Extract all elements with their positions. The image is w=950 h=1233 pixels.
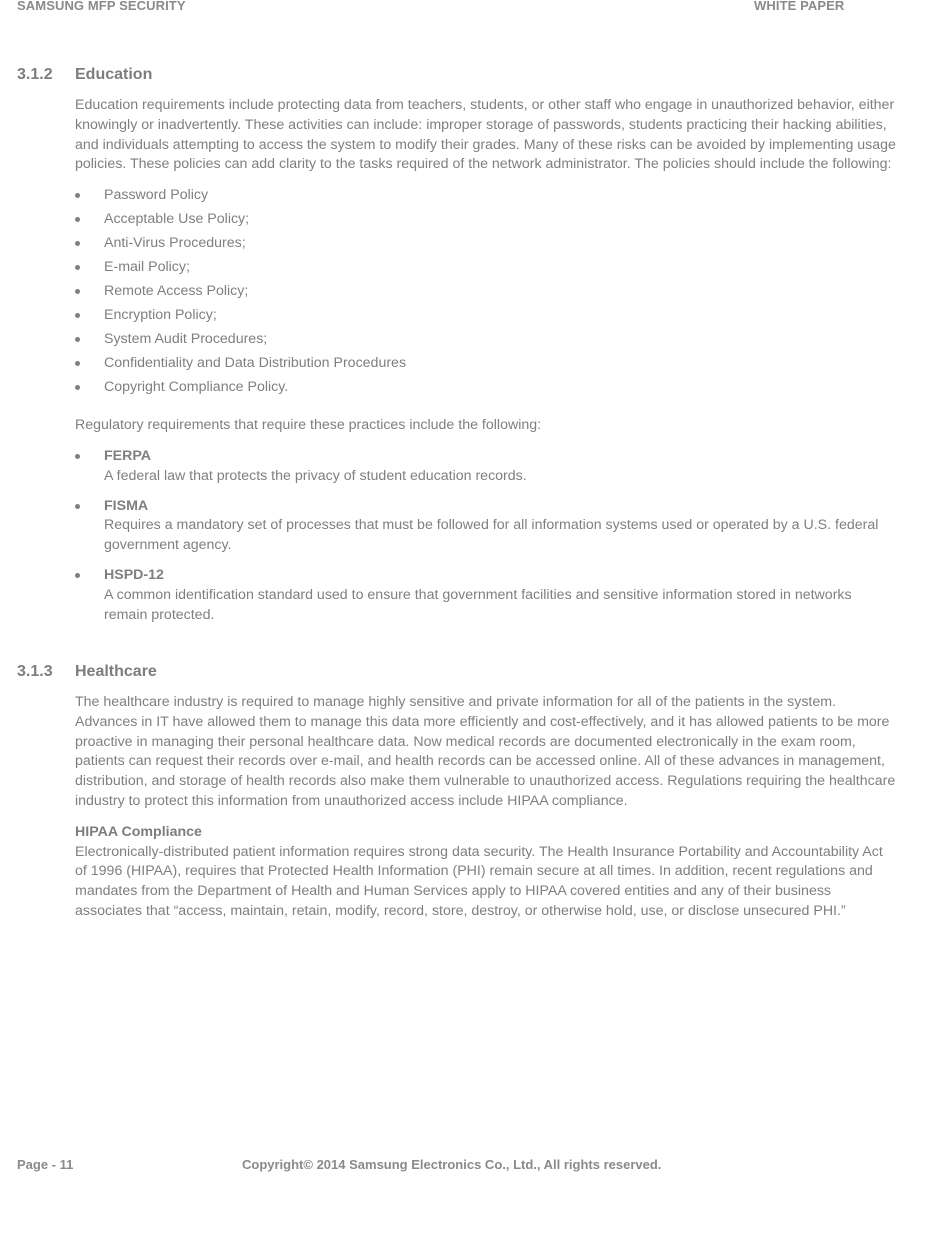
regulation-item xyxy=(17,447,897,487)
hipaa-heading: HIPAA Compliance xyxy=(75,823,202,840)
regulation-item xyxy=(17,497,897,556)
policy-list xyxy=(17,183,897,399)
bullet-icon xyxy=(75,454,80,459)
header-right-title: WHITE PAPER xyxy=(754,0,845,13)
regulation-list xyxy=(17,447,897,625)
header-left-title: SAMSUNG MFP SECURITY xyxy=(17,0,186,13)
list-item: Confidentiality and Data Distribution Procedures xyxy=(17,351,897,375)
bullet-icon xyxy=(75,289,80,294)
bullet-icon xyxy=(75,573,80,578)
bullet-icon xyxy=(75,361,80,366)
copyright-notice: Copyright© 2014 Samsung Electronics Co., Ltd., All rights reserved. xyxy=(242,1157,662,1172)
list-item: System Audit Procedures; xyxy=(17,327,897,351)
regulation-name: FERPA xyxy=(104,447,152,464)
list-item: Copyright Compliance Policy. xyxy=(17,375,897,399)
list-item: Password Policy xyxy=(17,183,897,207)
list-item: Remote Access Policy; xyxy=(17,279,897,303)
bullet-icon xyxy=(75,313,80,318)
regulation-name: FISMA xyxy=(104,497,149,514)
bullet-icon xyxy=(75,337,80,342)
section-heading xyxy=(17,663,897,687)
section-title: Healthcare xyxy=(75,663,157,680)
hipaa-text: Electronically-distributed patient information requires strong data security. The Health Insurance Portability and Accountability Act of 1996 (HIPAA), requires that Protected Health Information (PHI) remain secure at all times. In addition, recent regulations and mandates from the Department of Health and Human Services apply to HIPAA covered entities and any of their business associates that “access, maintain, retain, modify, record, store, destroy, or otherwise hold, use, or disclose unsecured PHI.” xyxy=(75,843,883,919)
regulation-description: Requires a mandatory set of processes that must be followed for all information systems used or operated by a U.S. federal government agency. xyxy=(104,517,879,554)
section-education xyxy=(17,66,897,635)
page-number: Page - 11 xyxy=(17,1157,74,1172)
bullet-icon xyxy=(75,193,80,198)
section-heading xyxy=(17,66,897,90)
regulation-name: HSPD-12 xyxy=(104,566,164,583)
bullet-icon xyxy=(75,385,80,390)
section-title: Education xyxy=(75,66,153,83)
section-healthcare xyxy=(17,663,897,922)
regulation-description: A common identification standard used to ensure that government facilities and sensitive information stored in networks remain protected. xyxy=(104,586,852,623)
regulation-item xyxy=(17,566,897,625)
bullet-icon xyxy=(75,217,80,222)
regulatory-intro: Regulatory requirements that require these practices include the following: xyxy=(75,417,542,434)
bullet-icon xyxy=(75,241,80,246)
bullet-icon xyxy=(75,265,80,270)
regulation-description: A federal law that protects the privacy of student education records. xyxy=(104,467,527,484)
list-item: Acceptable Use Policy; xyxy=(17,207,897,231)
healthcare-intro: The healthcare industry is required to manage highly sensitive and private information for all of the patients in the system. Advances in IT have allowed them to manage this data more efficiently and cost-effectively, and it has allowed patients to be more proactive in managing their personal healthcare data. Now medical records are documented electronically in the exam room, patients can request their records over e-mail, and health records can be accessed online. All of these advances in management, distribution, and storage of health records also make them vulnerable to unauthorized access. Regulations requiring the healthcare industry to protect this information from unauthorized access include HIPAA compliance. xyxy=(75,694,896,809)
section-number: 3.1.2 xyxy=(17,66,53,83)
bullet-icon xyxy=(75,504,80,509)
list-item: Encryption Policy; xyxy=(17,303,897,327)
section-number: 3.1.3 xyxy=(17,663,53,680)
education-intro: Education requirements include protecting data from teachers, students, or other staff who engage in unauthorized behavior, either knowingly or inadvertently. These activities can include: improper storage of passwords, students practicing their hacking abilities, and individuals attempting to access the system to modify their grades. Many of these risks can be avoided by implementing usage policies. These policies can add clarity to the tasks required of the network administrator. The policies should include the following: xyxy=(75,97,896,173)
list-item: Anti-Virus Procedures; xyxy=(17,231,897,255)
list-item: E-mail Policy; xyxy=(17,255,897,279)
